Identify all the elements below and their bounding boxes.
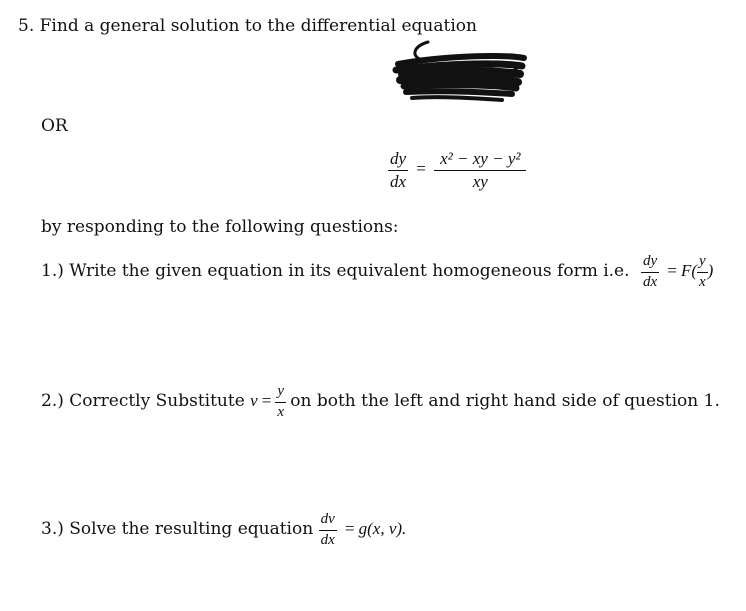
rhs-numerator: x² − xy − y²: [434, 150, 526, 171]
step-2-text-before: Correctly Substitute: [69, 391, 245, 412]
step-1: [41, 254, 713, 291]
step-3-text: Solve the resulting equation: [69, 519, 314, 540]
instruction-text: by responding to the following questions:: [41, 217, 399, 237]
step-1-numerator: dy: [641, 254, 659, 273]
scribble-redaction: [392, 34, 527, 106]
step-1-rhs-numerator: y: [697, 254, 708, 273]
question-prompt: Find a general solution to the differential equation: [39, 16, 477, 36]
step-3-equals: =: [345, 519, 355, 539]
step-3-denominator: dx: [320, 531, 335, 548]
step-2-numerator: y: [275, 384, 286, 403]
lhs-denominator: dx: [390, 171, 407, 191]
step-1-lhs-fraction: [641, 254, 659, 291]
question-number: 5.: [18, 16, 35, 36]
step-3: [41, 512, 406, 549]
lhs-fraction: [388, 150, 408, 191]
step-2: [41, 384, 720, 421]
step-1-rhs-denominator: x: [699, 273, 706, 290]
step-2-label: 2.): [41, 391, 64, 412]
step-3-fraction: [319, 512, 337, 549]
rhs-fraction: [434, 150, 526, 191]
step-2-variable: v: [250, 391, 258, 411]
step-3-label: 3.): [41, 519, 64, 540]
step-1-close-paren: ): [707, 261, 714, 281]
step-2-fraction: [275, 384, 286, 421]
main-equation: [388, 150, 526, 191]
step-2-math: [250, 383, 290, 420]
step-1-rhs-fraction: [697, 254, 708, 291]
step-2-equals: =: [261, 391, 272, 411]
step-1-equals: =: [667, 261, 677, 281]
step-3-rhs: g(x, v).: [358, 519, 407, 539]
lhs-numerator: dy: [388, 150, 408, 171]
step-1-label: 1.): [41, 261, 64, 282]
step-1-math: [641, 253, 714, 290]
step-2-denominator: x: [277, 403, 284, 420]
question-header: [18, 16, 477, 36]
step-1-text: Write the given equation in its equivalent homogeneous form i.e.: [69, 261, 630, 282]
rhs-denominator: xy: [472, 171, 488, 191]
step-1-denominator: dx: [642, 273, 658, 290]
step-2-text-after: on both the left and right hand side of question 1.: [290, 391, 720, 412]
step-3-numerator: dv: [319, 512, 337, 531]
step-1-function: F(: [680, 261, 697, 281]
step-3-math: [319, 511, 407, 548]
equals-sign: =: [416, 159, 426, 179]
or-label: OR: [41, 116, 68, 136]
